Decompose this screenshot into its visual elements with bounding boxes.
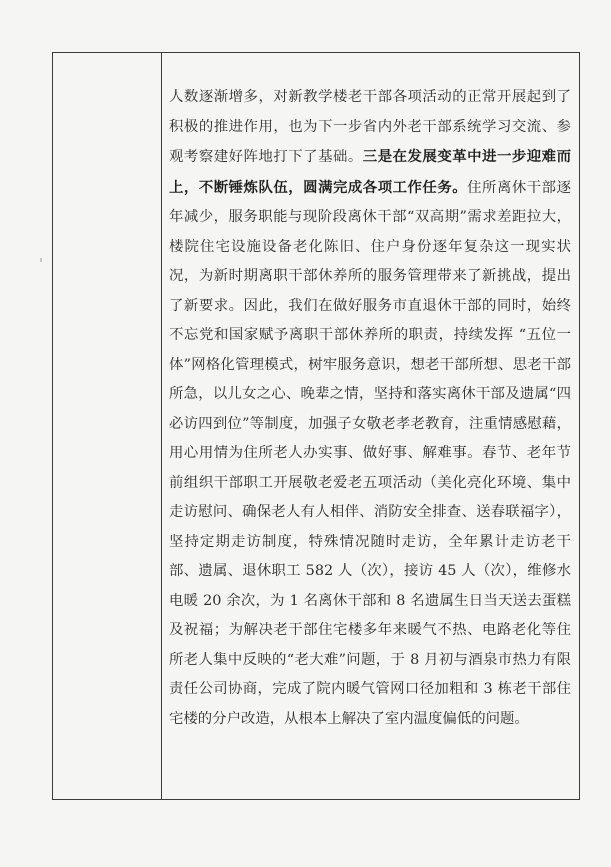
body-text [169,83,571,734]
body-paragraph [169,83,571,734]
faint-header-stamp [256,20,376,32]
column-divider [161,53,162,799]
margin-mark [40,258,42,262]
form-table [52,52,580,800]
body-segment-2-bold: 三是在发展变革中进一步迎难而上，不断锤炼队伍，圆满完成各项工作任务。 [169,148,571,196]
body-segment-1: 人数逐渐增多，对新教学楼老干部各项活动的正常开展起到了积极的推进作用，也为下一步省内外老干部系统学习交流、参观考察建好阵地打下了基础。 [169,89,571,165]
body-segment-3: 住所离休干部逐年减少，服务职能与现阶段离休干部“双高期”需求差距拉大，楼院住宅设施设备老化陈旧、住户身份逐年复杂这一现实状况，为新时期离职干部休养所的服务管理带来了新挑战，提出了新要求。因此，我们在做好服务市直退休干部的同时，始终不忘党和国家赋予离职干部休养所的职责，持续发挥 “五位一体”网格化管理模式，树牢服务意识，想老干部所想、思老干部所急，以儿女之心、晚辈之情，坚持和落实离休干部及遗属“四必访四到位”等制度，加强子女敬老孝老教育，注重情感慰藉，用心用情为住所老人办实事、做好事、解难事。春节、老年节前组织干部职工开展敬老爱老五项活动（美化亮化环境、集中走访慰问、确保老人有人相伴、消防安全排查、送春联福字），坚持定期走访制度，特殊情况随时走访，全年累计走访老干部、遗属、退休职工 582 人（次），接访 45 人（次），维修水电暖 20 余次，为 1 名离休干部和 8 名遗属生日当天送去蛋糕及祝福；为解决老干部住宅楼多年来暖气不热、电路老化等住所老人集中反映的“老大难”问题，于 8 月初与酒泉市热力有限责任公司协商，完成了院内暖气管网口径加粗和 3 栋老干部住宅楼的分户改造，从根本上解决了室内温度偏低的问题。 [169,179,571,727]
